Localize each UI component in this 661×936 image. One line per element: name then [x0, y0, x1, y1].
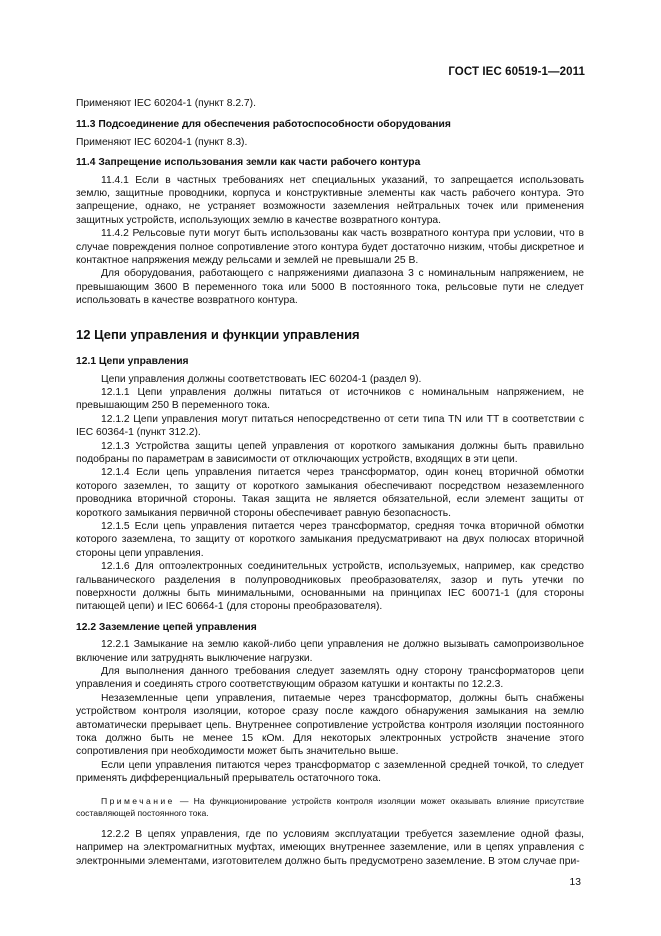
- body-paragraph: Цепи управления должны соответствовать IEC 60204-1 (раздел 9).: [101, 373, 422, 385]
- body-paragraph: Для выполнения данного требования следует заземлять одну сторону трансформаторов цепи управления и соединять строго соответствующим образом катушки и контакты по 12.2.3.: [76, 666, 584, 691]
- document-header: ГОСТ IEC 60519-1—2011: [448, 66, 585, 78]
- body-paragraph: 11.4.1 Если в частных требованиях нет специальных указаний, то запрещается использовать землю, защитные проводники, корпуса и конструктивные элементы как часть рабочего контура. Это запрещение, однако, не устраняет возможности заземления нейтральных точек или применения защитных устройств, использующих землю в качестве возвратного контура.: [76, 174, 584, 226]
- body-paragraph: Для оборудования, работающего с напряжениями диапазона 3 с номинальным напряжением, не превышающим 3600 В переменного тока или 5000 В постоянного тока, рельсовые пути не следует использовать в качестве возвратного контура.: [76, 268, 584, 307]
- document-body: [76, 97, 584, 868]
- body-paragraph: Применяют IEC 60204-1 (пункт 8.2.7).: [76, 98, 256, 109]
- body-paragraph: 12.1.2 Цепи управления могут питаться непосредственно от сети типа TN или TT в соответствии с IEC 60364-1 (пункт 312.2).: [76, 413, 584, 439]
- body-paragraph: Применяют IEC 60204-1 (пункт 8.3).: [76, 136, 248, 148]
- note-text: — На функционирование устройств контроля изоляции может оказывать влияние присутствие составляющей постоянного тока.: [76, 795, 585, 818]
- section-heading: 11.4 Запрещение использования земли как части рабочего контура: [76, 157, 421, 169]
- body-paragraph: 12.1.3 Устройства защиты цепей управления от короткого замыкания должны быть правильно подобраны по параметрам в зависимости от отключающих устройств, входящих в эти цепи.: [76, 440, 584, 465]
- note-label: Примечание: [101, 795, 175, 806]
- clause-heading: 12 Цепи управления и функции управления: [76, 326, 360, 342]
- body-paragraph: 12.1.6 Для оптоэлектронных соединительных устройств, используемых, например, как средство гальванического разделения в полупроводниковых преобразователях, зазор и путь утечки по поверхности должны быть минимальными, основанными на принципах IEC 60071-1 (для стороны питающей цепи) и IEC 60664-1 (для стороны преобразователя).: [76, 561, 584, 613]
- body-paragraph: 11.4.2 Рельсовые пути могут быть использованы как часть возвратного контура при условии, что в случае повреждения полное сопротивление этого контура будет достаточно низким, чтобы дискретное и контактное напряжения между рельсами и землей не превышали 25 В.: [76, 228, 584, 267]
- body-paragraph: 12.2.2 В цепях управления, где по условиям эксплуатации требуется заземление одной фазы, например на электромагнитных муфтах, имеющих внутреннее заземление, или в цепях управления с электронными элементами, изготовителем должно быть предусмотрено заземление. В этом случае при-: [76, 828, 584, 867]
- body-paragraph: 12.2.1 Замыкание на землю какой-либо цепи управления не должно вызывать самопроизвольное включение или затруднять выключение нагрузки.: [76, 639, 584, 664]
- section-heading: 12.1 Цепи управления: [76, 356, 189, 368]
- section-heading: 11.3 Подсоединение для обеспечения работоспособности оборудования: [76, 119, 451, 131]
- body-paragraph: Незаземленные цепи управления, питаемые через трансформатор, должны быть снабжены устройством контроля изоляции, которое сразу после каждого обнаружения замыкания на землю автоматически прерывает цепь. Внутреннее сопротивление устройства контроля изоляции постоянного тока должно быть не менее 15 кОм. Для некоторых электронных устройств значение этого сопротивления при необходимости может быть значительно выше.: [76, 692, 584, 758]
- body-paragraph: 12.1.4 Если цепь управления питается через трансформатор, один конец вторичной обмотки которого заземлен, то защиту от короткого замыкания обеспечивают посредством незаземленного проводника вторичной стороны. Такая защита не является обязательной, если элемент защиты от короткого замыкания первичной стороны обеспечивает равную безопасность.: [76, 467, 584, 519]
- note-paragraph: [76, 795, 584, 819]
- page-number: 13: [569, 877, 581, 888]
- body-paragraph: Если цепи управления питаются через трансформатор с заземленной средней точкой, то следует применять дифференциальный прерыватель остаточного тока.: [76, 759, 584, 785]
- body-paragraph: 12.1.5 Если цепь управления питается через трансформатор, средняя точка вторичной обмотки которого заземлена, то защиту от короткого замыкания предусматривают на двух полюсах вторичной стороны цепи управления.: [76, 520, 584, 559]
- section-heading: 12.2 Заземление цепей управления: [76, 621, 257, 633]
- body-paragraph: 12.1.1 Цепи управления должны питаться от источников с номинальным напряжением, не превышающим 250 В переменного тока.: [76, 386, 584, 412]
